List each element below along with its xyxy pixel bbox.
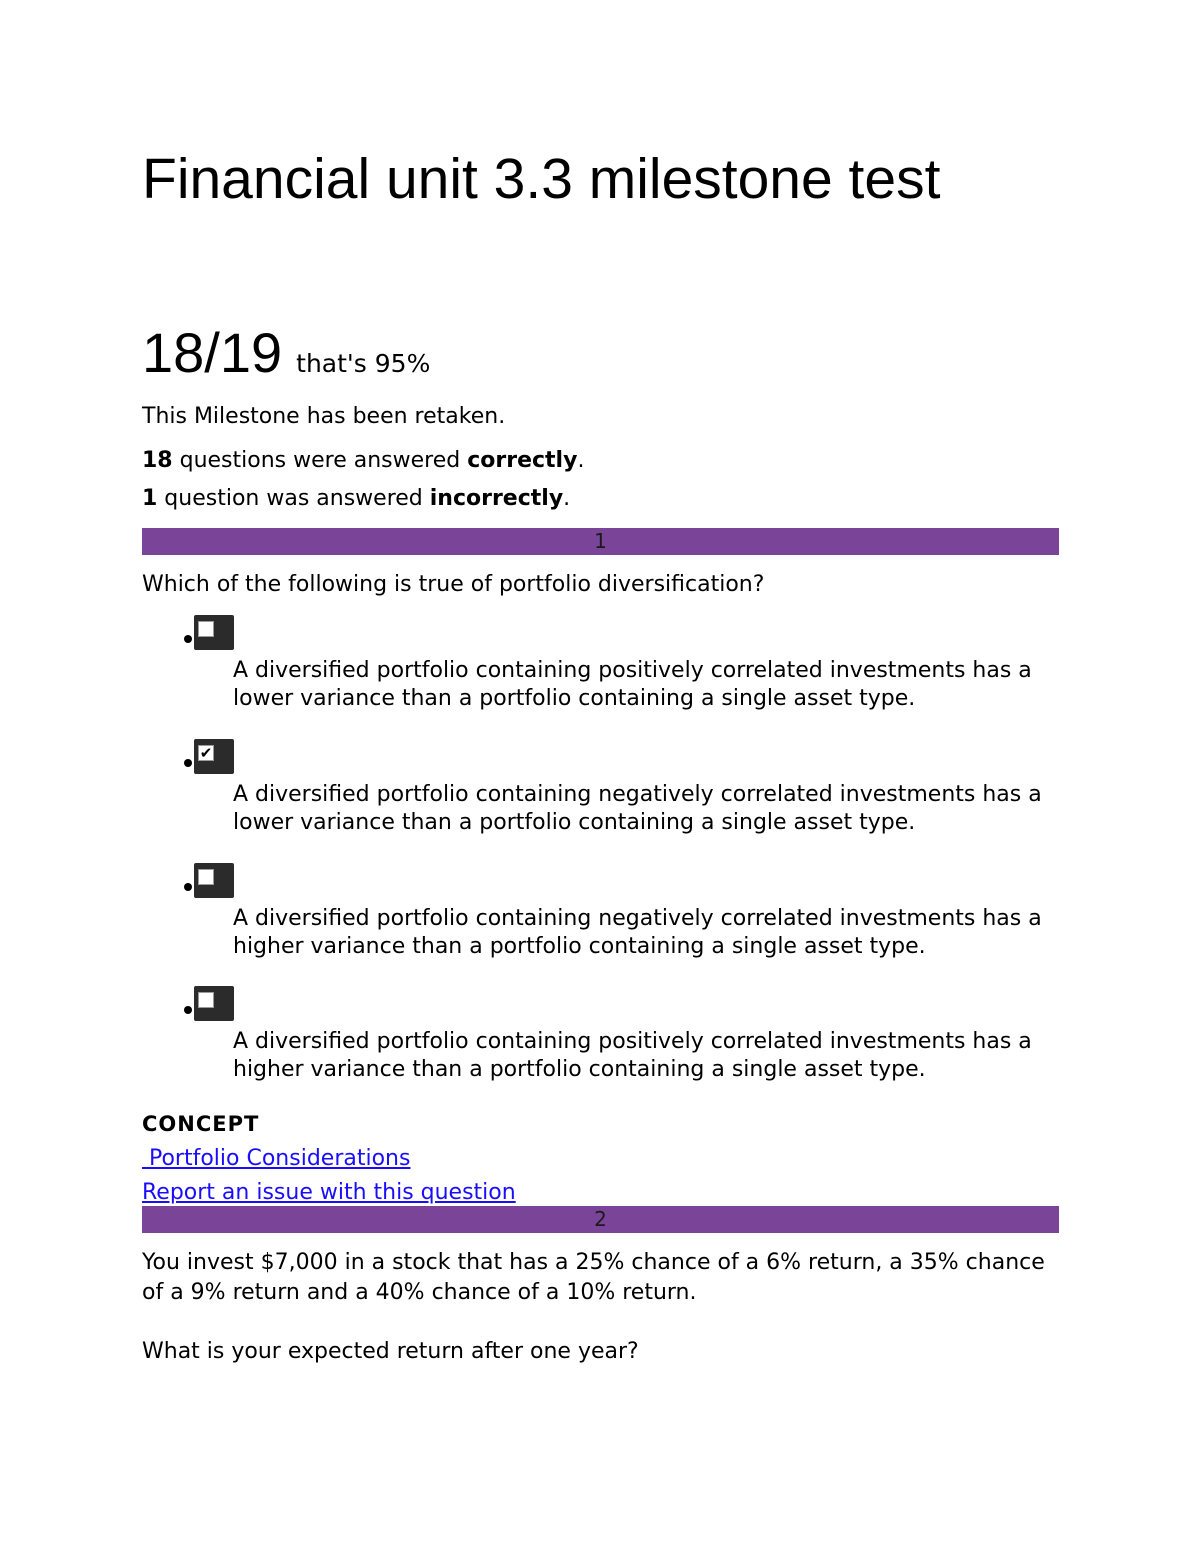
incorrect-summary: 1 question was answered incorrectly. xyxy=(142,486,571,511)
correct-count: 18 xyxy=(142,448,173,473)
score-percent: that's 95% xyxy=(296,349,431,378)
question-1-header: 1 xyxy=(142,528,1059,555)
checkbox-unchecked-icon[interactable] xyxy=(198,869,214,885)
option-text: A diversified portfolio containing positively correlated investments has a higher variance than a portfolio containing a single asset type. xyxy=(233,1029,1032,1082)
question-2-header: 2 xyxy=(142,1206,1059,1233)
correct-summary: 18 questions were answered correctly. xyxy=(142,448,585,473)
incorrect-word: incorrectly xyxy=(429,486,564,511)
correct-word: correctly xyxy=(467,448,578,473)
bullet-icon xyxy=(184,883,192,891)
retaken-notice: This Milestone has been retaken. xyxy=(142,404,506,429)
bullet-icon xyxy=(184,1006,192,1014)
option-text: A diversified portfolio containing negatively correlated investments has a lower variance than a portfolio containing a single asset type. xyxy=(233,782,1042,835)
checkbox-checked-icon[interactable]: ✔ xyxy=(199,744,213,762)
question-2-text: You invest $7,000 in a stock that has a 25% chance of a 6% return, a 35% chance of a 9% return and a 40% chance of a 10% return. xyxy=(142,1250,1045,1305)
checkbox-wrapper xyxy=(194,615,234,650)
report-issue-link[interactable]: Report an issue with this question xyxy=(142,1180,516,1205)
incorrect-count: 1 xyxy=(142,486,158,511)
checkbox-unchecked-icon[interactable] xyxy=(198,992,214,1008)
checkbox-wrapper xyxy=(194,986,234,1021)
page-title: Financial unit 3.3 milestone test xyxy=(142,147,941,211)
score-fraction: 18/19 xyxy=(142,321,283,384)
bullet-icon xyxy=(184,759,192,767)
option-text: A diversified portfolio containing negatively correlated investments has a higher variance than a portfolio containing a single asset type. xyxy=(233,906,1042,959)
checkbox-wrapper xyxy=(194,739,234,774)
bullet-icon xyxy=(184,635,192,643)
option-text: A diversified portfolio containing positively correlated investments has a lower variance than a portfolio containing a single asset type. xyxy=(233,658,1032,711)
score-line xyxy=(142,322,430,384)
checkbox-unchecked-icon[interactable] xyxy=(198,621,214,637)
concept-label: CONCEPT xyxy=(142,1112,260,1136)
concept-link[interactable]: Portfolio Considerations xyxy=(142,1146,411,1171)
question-1-text: Which of the following is true of portfolio diversification? xyxy=(142,572,765,597)
question-2-prompt: What is your expected return after one year? xyxy=(142,1339,639,1364)
checkbox-wrapper xyxy=(194,863,234,898)
